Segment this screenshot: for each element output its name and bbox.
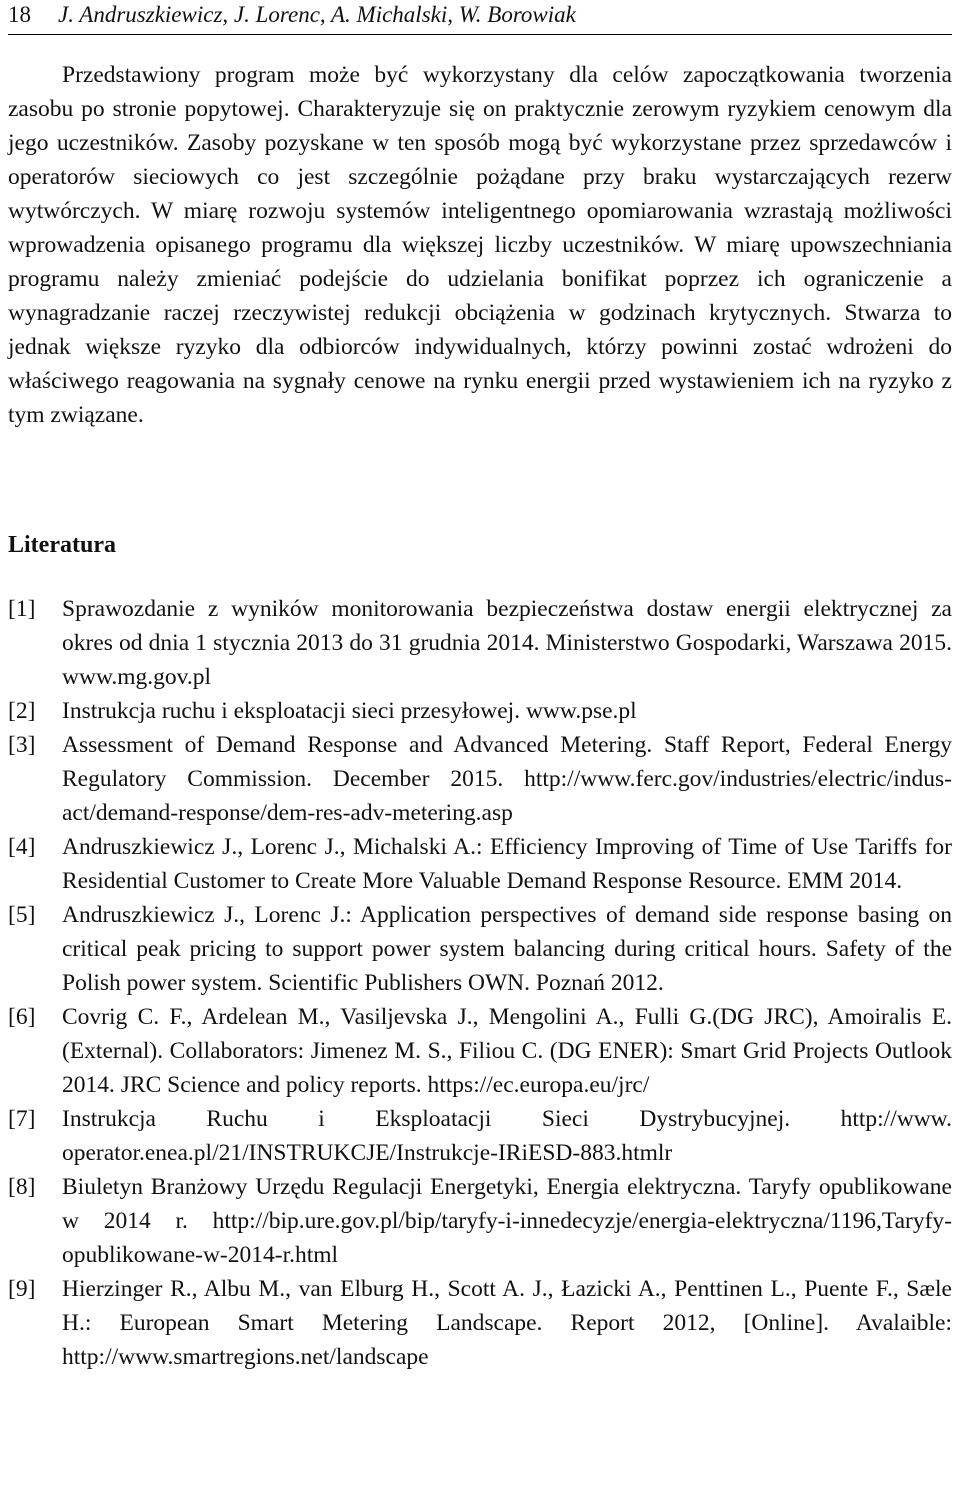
references-title: Literatura (8, 532, 116, 558)
reference-text: Andruszkiewicz J., Lorenc J., Michalski A.: Efficiency Improving of Time of Use Tariffs for Residential Customer to Create More Valuable Demand Response Resource. EMM 2014. (62, 834, 952, 894)
reference-item (8, 1272, 952, 1374)
paragraph: Przedstawiony program może być wykorzystany dla celów zapoczątkowania tworzenia zasobu po stronie popytowej. Charakteryzuje się on praktycznie zerowym ryzykiem cenowym dla jego uczestników. Zasoby pozyskane w ten sposób mogą być wykorzystane przez sprzedawców i operatorów sieciowych co jest szczególnie pożądane przy braku wystarczających rezerw wytwórczych. W miarę rozwoju systemów inteligentnego opomiarowania wzrastają możliwości wprowadzenia opisanego programu dla większej liczby uczestników. W miarę upowszechniania programu należy zmieniać podejście do udzielania bonifikat poprzez ich ograniczenie a wynagradzanie raczej rzeczywistej redukcji obciążenia w godzinach krytycznych. Stwarza to jednak większe ryzyko dla odbiorców indywidualnych, którzy powinni zostać wdrożeni do właściwego reagowania na sygnały cenowe na rynku energii przed wystawieniem ich na ryzyko z tym związane. (8, 62, 952, 428)
reference-text: Instrukcja Ruchu i Eksploatacji Sieci Dystrybucyjnej. http://www. operator.enea.pl/21/INSTRUKCJE/Instrukcje-IRiESD-883.htmlr (62, 1106, 952, 1166)
reference-number: [5] (8, 902, 36, 928)
page-header (8, 0, 952, 35)
reference-number: [7] (8, 1106, 36, 1132)
reference-item (8, 1170, 952, 1272)
reference-text: Sprawozdanie z wyników monitorowania bezpieczeństwa dostaw energii elektrycznej za okres od dnia 1 stycznia 2013 do 31 grudnia 2014. Ministerstwo Gospodarki, Warszawa 2015. www.mg.gov.pl (62, 596, 952, 690)
reference-text: Biuletyn Branżowy Urzędu Regulacji Energetyki, Energia elektryczna. Taryfy opublikowane w 2014 r. http://bip.ure.gov.pl/bip/taryfy-i-innedecyzje/energia-elektryczna/1196,Taryfy-opublikowane-w-2014-r.html (62, 1174, 952, 1268)
reference-number: [1] (8, 596, 36, 622)
reference-item (8, 728, 952, 830)
reference-item (8, 830, 952, 898)
reference-item (8, 1000, 952, 1102)
reference-item (8, 898, 952, 1000)
reference-number: [8] (8, 1174, 36, 1200)
reference-text: Assessment of Demand Response and Advanced Metering. Staff Report, Federal Energy Regulatory Commission. December 2015. http://www.ferc.gov/industries/electric/indus-act/demand-response/dem-res-adv-metering.asp (62, 732, 952, 826)
reference-number: [6] (8, 1004, 36, 1030)
reference-item (8, 694, 952, 728)
running-head: J. Andruszkiewicz, J. Lorenc, A. Michalski, W. Borowiak (58, 2, 576, 27)
reference-text: Hierzinger R., Albu M., van Elburg H., Scott A. J., Łazicki A., Penttinen L., Puente F., Sæle H.: European Smart Metering Landscape. Report 2012, [Online]. Avalaible: http://www.smartregions.net/landscape (62, 1276, 952, 1370)
reference-number: [9] (8, 1276, 36, 1302)
reference-item (8, 1102, 952, 1170)
reference-text: Instrukcja ruchu i eksploatacji sieci przesyłowej. www.pse.pl (62, 698, 637, 724)
reference-item (8, 592, 952, 694)
reference-number: [3] (8, 732, 36, 758)
reference-text: Andruszkiewicz J., Lorenc J.: Application perspectives of demand side response basing on critical peak pricing to support power system balancing during critical hours. Safety of the Polish power system. Scientific Publishers OWN. Poznań 2012. (62, 902, 952, 996)
reference-text: Covrig C. F., Ardelean M., Vasiljevska J., Mengolini A., Fulli G.(DG JRC), Amoiralis E. (External). Collaborators: Jimenez M. S., Filiou C. (DG ENER): Smart Grid Projects Outlook 2014. JRC Science and policy reports. https://ec.europa.eu/jrc/ (62, 1004, 952, 1098)
page-number: 18 (8, 2, 31, 27)
reference-list (8, 592, 952, 1374)
body-text (8, 58, 952, 432)
reference-number: [4] (8, 834, 36, 860)
reference-number: [2] (8, 698, 36, 724)
